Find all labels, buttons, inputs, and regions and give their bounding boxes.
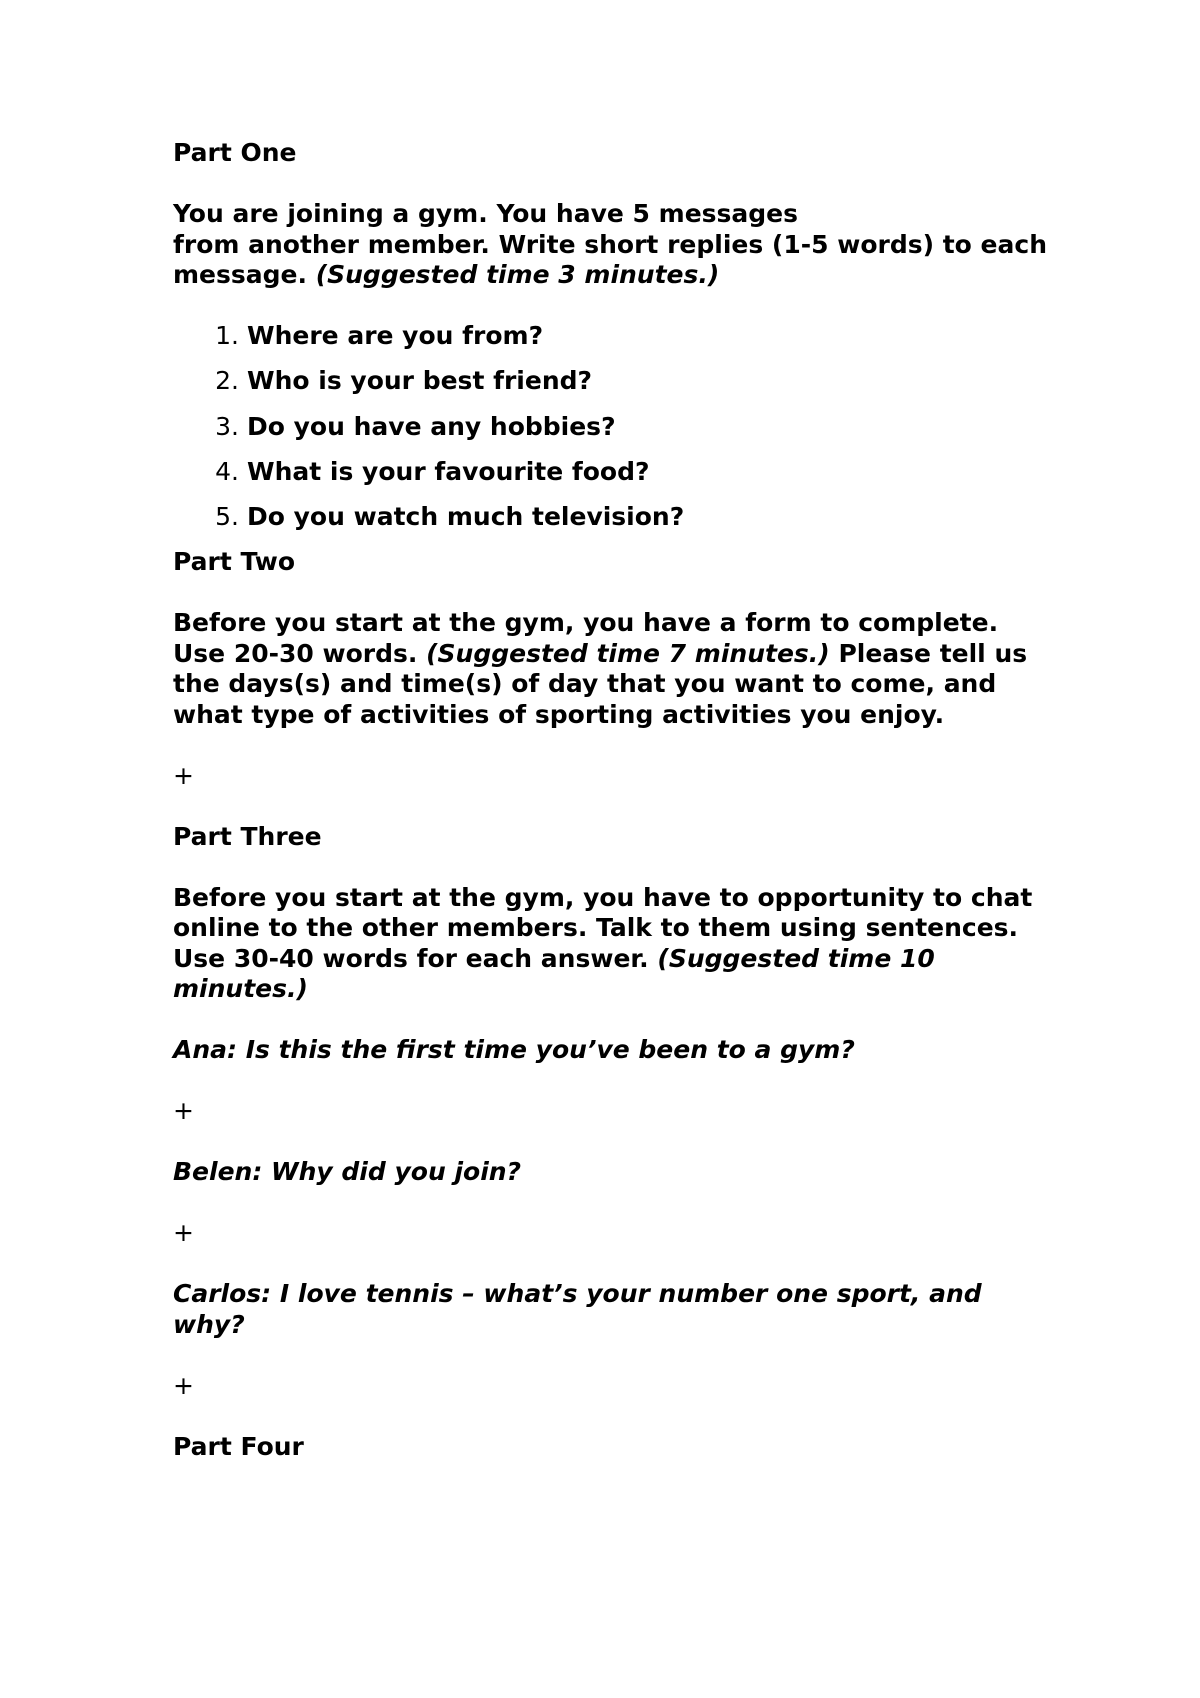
list-item-text: Where are you from? [247,321,544,350]
part-three-heading: Part Three [173,821,322,851]
list-item-text: Do you have any hobbies? [247,411,616,441]
list-item [173,321,1053,352]
list-item-text: Who is your best friend? [247,366,593,396]
list-item [173,412,1053,443]
list-item-number: 4. [215,456,239,486]
list-item [173,502,1053,533]
part-four-heading: Part Four [173,1431,304,1461]
part-one-instructions [173,199,1053,291]
part-one-message-list [173,321,1053,533]
chat-question-ana: Ana: Is this the first time you’ve been to a gym? [173,1035,855,1065]
part-three-instructions [173,883,1053,1005]
part-three-suggested-time: (Suggested time 10 minutes.) [173,943,935,1004]
part-two-instructions [173,608,1053,730]
list-item [173,366,1053,397]
list-item-number: 2. [215,366,239,396]
part-two-answer-marker: + [173,760,194,790]
list-item-number: 1. [215,321,239,350]
list-item-number: 3. [215,411,239,441]
part-two-suggested-time: (Suggested time 7 minutes.) [426,638,830,668]
part-two-heading: Part Two [173,547,296,577]
document-page [173,138,1053,1493]
part-two-text-before: Before you start at the gym, you have a form to complete. Use 20-30 words. [173,608,999,668]
chat-answer-marker: + [173,1218,194,1248]
part-three-text-before: Before you start at the gym, you have to opportunity to chat online to the other members. Talk to them using sentences. Use 30-40 words for each answer. [173,882,1033,973]
part-two-text-after: Please tell us the days(s) and time(s) of day that you want to come, and what type of activities of sporting activities you enjoy. [173,638,1028,729]
list-item-text: What is your favourite food? [247,456,650,486]
list-item-text: Do you watch much television? [247,502,685,532]
part-one-intro-line1: You are joining a gym. You have 5 messages [173,199,799,228]
part-one-intro-line2: from another member. Write short replies (1-5 words) to each message. [173,229,1047,289]
list-item-number: 5. [215,502,239,532]
part-one-suggested-time: (Suggested time 3 minutes.) [315,260,720,289]
list-item [173,457,1053,488]
chat-question-belen: Belen: Why did you join? [173,1157,522,1187]
chat-question-carlos: Carlos: I love tennis – what’s your number one sport, and why? [173,1279,982,1339]
part-one-heading: Part One [173,138,297,167]
chat-answer-marker: + [173,1370,194,1400]
chat-answer-marker: + [173,1096,194,1126]
